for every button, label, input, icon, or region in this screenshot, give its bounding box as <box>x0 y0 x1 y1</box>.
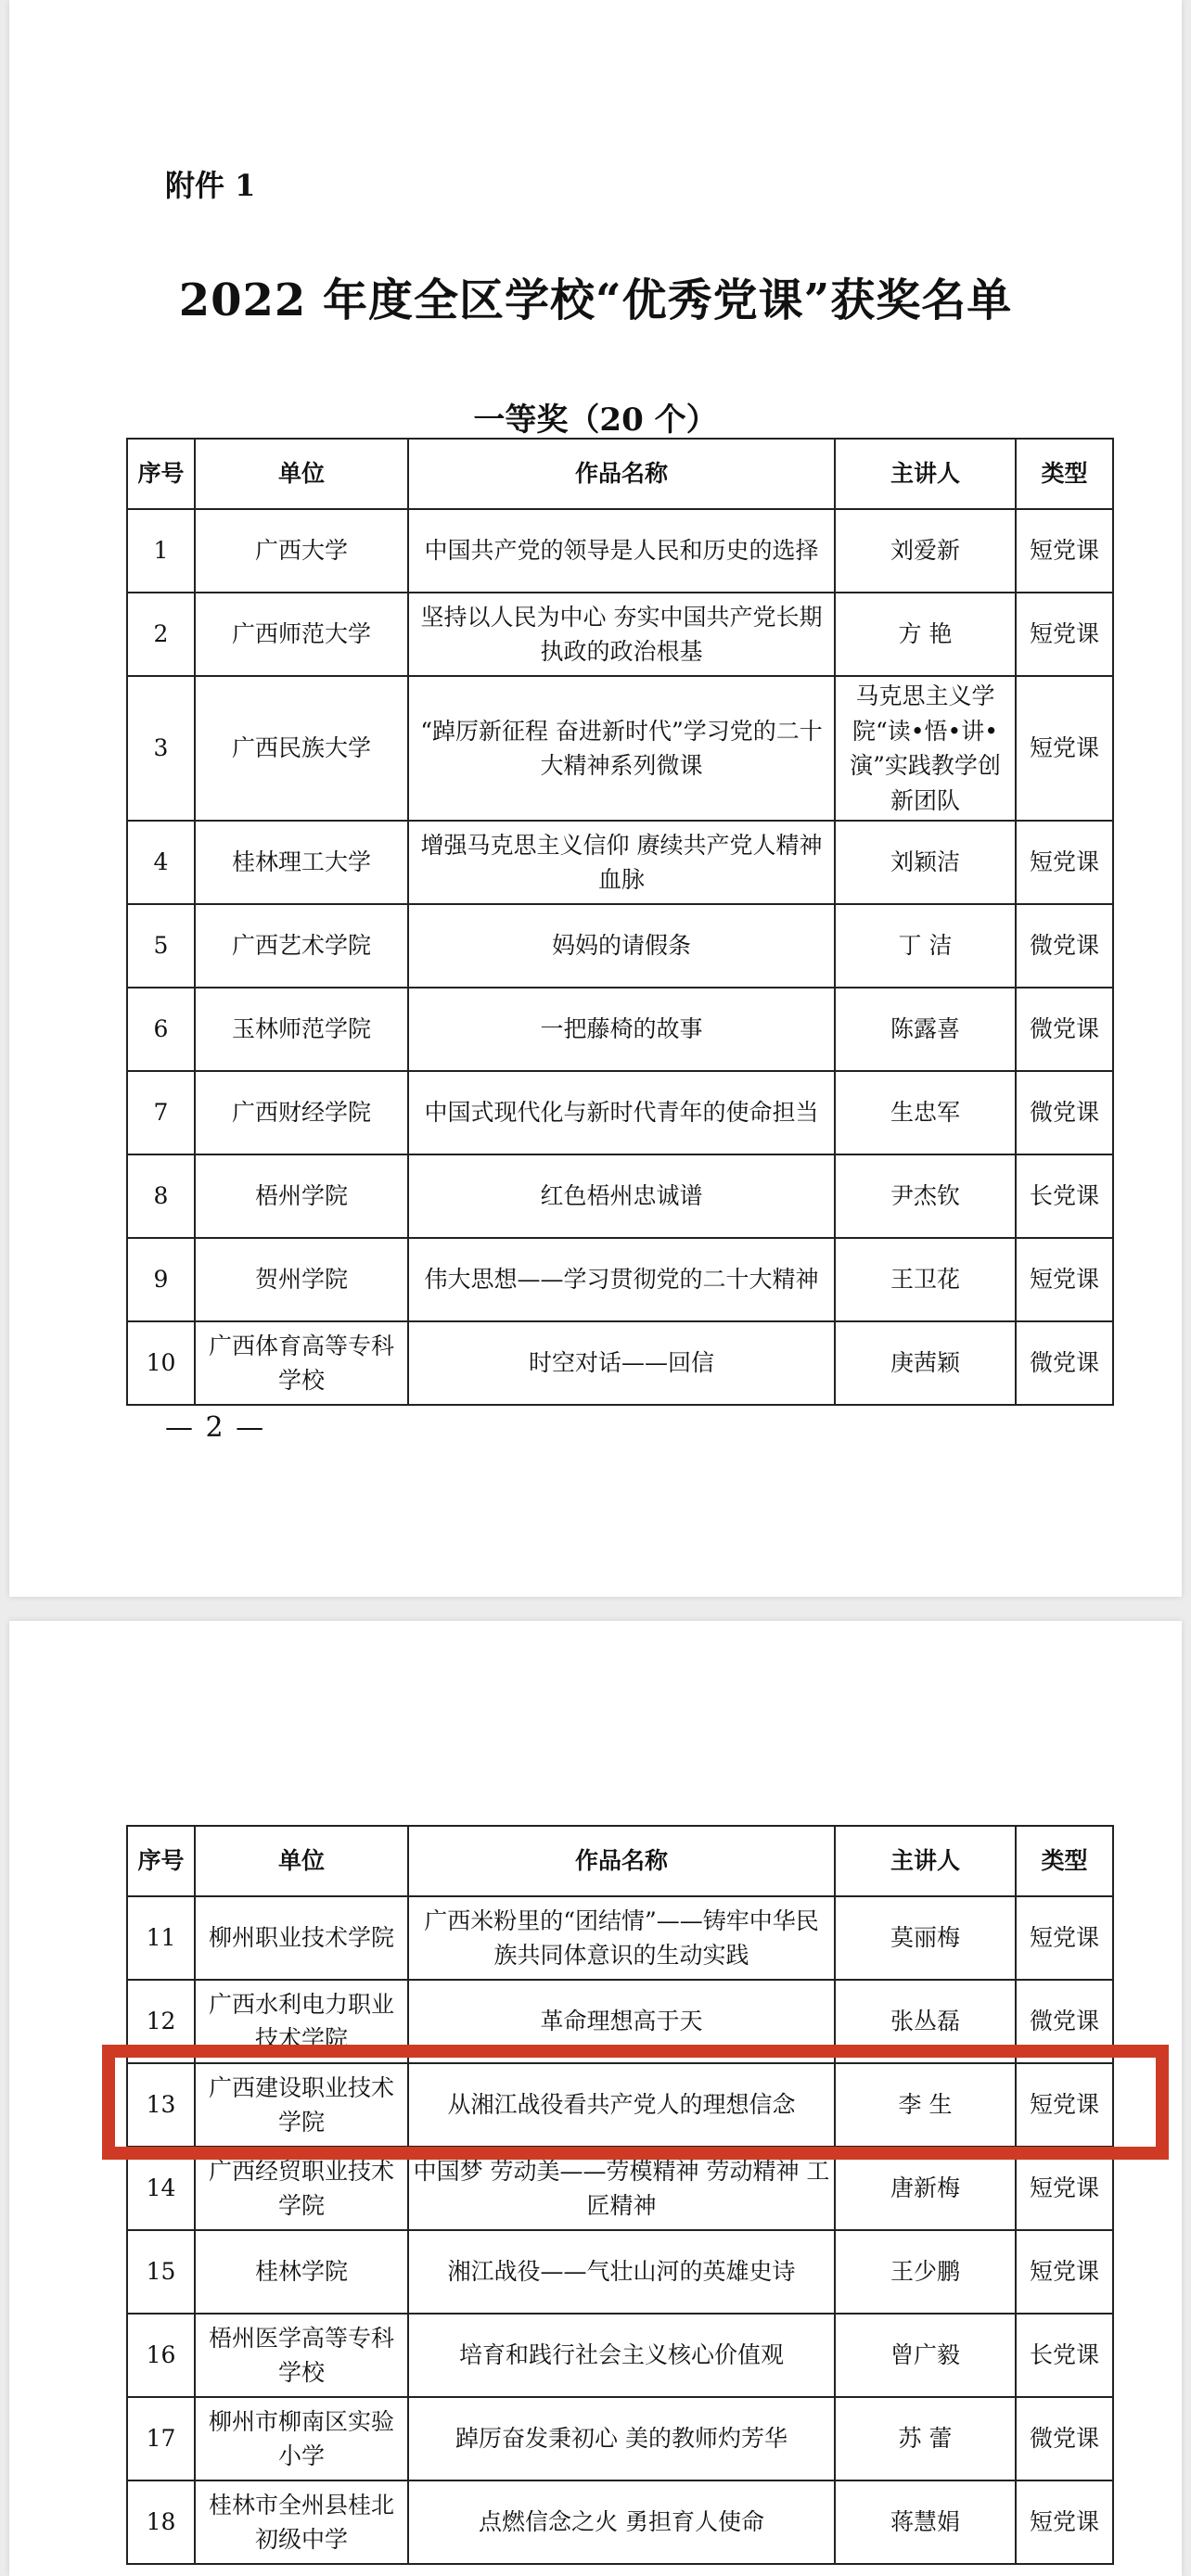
header-work: 作品名称 <box>408 1826 835 1896</box>
cell-unit: 桂林市全州县桂北初级中学 <box>195 2480 408 2564</box>
table-row <box>127 2480 1113 2564</box>
cell-speaker: 陈露喜 <box>835 988 1016 1071</box>
cell-work: 广西米粉里的“团结情”——铸牢中华民族共同体意识的生动实践 <box>408 1896 835 1980</box>
table-header-row <box>127 1826 1113 1896</box>
header-speaker: 主讲人 <box>835 1826 1016 1896</box>
cell-type: 短党课 <box>1016 821 1113 904</box>
cell-no: 4 <box>127 821 195 904</box>
cell-type: 短党课 <box>1016 2147 1113 2230</box>
cell-work: 点燃信念之火 勇担育人使命 <box>408 2480 835 2564</box>
cell-type: 短党课 <box>1016 2230 1113 2314</box>
cell-unit: 广西财经学院 <box>195 1071 408 1154</box>
header-unit: 单位 <box>195 1826 408 1896</box>
cell-no: 16 <box>127 2314 195 2397</box>
cell-work: 革命理想高于天 <box>408 1980 835 2063</box>
cell-speaker: 蒋慧娟 <box>835 2480 1016 2564</box>
cell-no: 7 <box>127 1071 195 1154</box>
cell-type: 短党课 <box>1016 1896 1113 1980</box>
header-speaker: 主讲人 <box>835 439 1016 509</box>
cell-speaker: 王少鹏 <box>835 2230 1016 2314</box>
cell-type: 短党课 <box>1016 593 1113 676</box>
cell-work: 伟大思想——学习贯彻党的二十大精神 <box>408 1238 835 1321</box>
document-page-1 <box>9 0 1182 1597</box>
cell-unit: 广西师范大学 <box>195 593 408 676</box>
cell-type: 长党课 <box>1016 1154 1113 1238</box>
table-row <box>127 593 1113 676</box>
cell-unit: 广西体育高等专科学校 <box>195 1321 408 1405</box>
cell-unit: 桂林学院 <box>195 2230 408 2314</box>
cell-no: 8 <box>127 1154 195 1238</box>
cell-type: 短党课 <box>1016 1238 1113 1321</box>
cell-speaker: 刘颖洁 <box>835 821 1016 904</box>
cell-work: 增强马克思主义信仰 赓续共产党人精神血脉 <box>408 821 835 904</box>
cell-unit: 桂林理工大学 <box>195 821 408 904</box>
header-unit: 单位 <box>195 439 408 509</box>
cell-work: 中国式现代化与新时代青年的使命担当 <box>408 1071 835 1154</box>
table-row <box>127 988 1113 1071</box>
cell-work: 中国共产党的领导是人民和历史的选择 <box>408 509 835 593</box>
cell-work: 时空对话——回信 <box>408 1321 835 1405</box>
cell-speaker: 尹杰钦 <box>835 1154 1016 1238</box>
cell-unit: 广西民族大学 <box>195 676 408 821</box>
cell-work: 妈妈的请假条 <box>408 904 835 988</box>
header-type: 类型 <box>1016 1826 1113 1896</box>
cell-unit: 玉林师范学院 <box>195 988 408 1071</box>
cell-work: 坚持以人民为中心 夯实中国共产党长期执政的政治根基 <box>408 593 835 676</box>
cell-work: 踔厉奋发秉初心 美的教师灼芳华 <box>408 2397 835 2480</box>
cell-speaker: 张丛磊 <box>835 1980 1016 2063</box>
cell-work: 中国梦 劳动美——劳模精神 劳动精神 工匠精神 <box>408 2147 835 2230</box>
cell-unit: 梧州学院 <box>195 1154 408 1238</box>
document-page-2 <box>9 1621 1182 2576</box>
cell-speaker: 苏 蕾 <box>835 2397 1016 2480</box>
cell-speaker: 曾广毅 <box>835 2314 1016 2397</box>
cell-no: 1 <box>127 509 195 593</box>
cell-no: 10 <box>127 1321 195 1405</box>
cell-type: 微党课 <box>1016 1071 1113 1154</box>
award-table-page-2 <box>126 1825 1114 2565</box>
cell-no: 15 <box>127 2230 195 2314</box>
table-row <box>127 1071 1113 1154</box>
cell-type: 长党课 <box>1016 2314 1113 2397</box>
cell-unit: 广西大学 <box>195 509 408 593</box>
cell-no: 9 <box>127 1238 195 1321</box>
cell-no: 13 <box>127 2063 195 2147</box>
cell-type: 微党课 <box>1016 2397 1113 2480</box>
attachment-label: 附件 1 <box>165 168 256 203</box>
header-type: 类型 <box>1016 439 1113 509</box>
table-row <box>127 2230 1113 2314</box>
highlight-box <box>102 2045 1169 2160</box>
cell-unit: 梧州医学高等专科学校 <box>195 2314 408 2397</box>
header-no: 序号 <box>127 439 195 509</box>
cell-no: 18 <box>127 2480 195 2564</box>
cell-type: 微党课 <box>1016 988 1113 1071</box>
table-row <box>127 1321 1113 1405</box>
cell-type: 短党课 <box>1016 509 1113 593</box>
cell-work: “踔厉新征程 奋进新时代”学习党的二十大精神系列微课 <box>408 676 835 821</box>
header-no: 序号 <box>127 1826 195 1896</box>
cell-speaker: 丁 洁 <box>835 904 1016 988</box>
cell-work: 湘江战役——气壮山河的英雄史诗 <box>408 2230 835 2314</box>
cell-unit: 广西建设职业技术学院 <box>195 2063 408 2147</box>
page-number: — 2 — <box>165 1411 266 1444</box>
table-row <box>127 2397 1113 2480</box>
cell-no: 14 <box>127 2147 195 2230</box>
cell-work: 一把藤椅的故事 <box>408 988 835 1071</box>
cell-type: 微党课 <box>1016 1321 1113 1405</box>
table-row <box>127 1154 1113 1238</box>
table-row <box>127 509 1113 593</box>
cell-unit: 广西艺术学院 <box>195 904 408 988</box>
cell-no: 11 <box>127 1896 195 1980</box>
table-row <box>127 904 1113 988</box>
award-table-page-1 <box>126 438 1114 1406</box>
cell-unit: 柳州职业技术学院 <box>195 1896 408 1980</box>
table-row <box>127 2314 1113 2397</box>
cell-type: 短党课 <box>1016 2063 1113 2147</box>
cell-unit: 贺州学院 <box>195 1238 408 1321</box>
cell-speaker: 方 艳 <box>835 593 1016 676</box>
table-row <box>127 676 1113 821</box>
cell-unit: 广西水利电力职业技术学院 <box>195 1980 408 2063</box>
cell-speaker: 马克思主义学院“读•悟•讲•演”实践教学创新团队 <box>835 676 1016 821</box>
cell-speaker: 李 生 <box>835 2063 1016 2147</box>
table-row <box>127 821 1113 904</box>
cell-type: 短党课 <box>1016 2480 1113 2564</box>
cell-no: 3 <box>127 676 195 821</box>
cell-speaker: 生忠军 <box>835 1071 1016 1154</box>
cell-type: 短党课 <box>1016 676 1113 821</box>
award-heading: 一等奖（20 个） <box>473 402 718 439</box>
cell-no: 12 <box>127 1980 195 2063</box>
table-header-row <box>127 439 1113 509</box>
cell-speaker: 莫丽梅 <box>835 1896 1016 1980</box>
cell-speaker: 王卫花 <box>835 1238 1016 1321</box>
cell-work: 红色梧州忠诚谱 <box>408 1154 835 1238</box>
table-row <box>127 1896 1113 1980</box>
cell-unit: 广西经贸职业技术学院 <box>195 2147 408 2230</box>
page-title: 2022 年度全区学校“优秀党课”获奖名单 <box>178 274 1013 326</box>
cell-speaker: 庚茜颖 <box>835 1321 1016 1405</box>
cell-no: 6 <box>127 988 195 1071</box>
table-row <box>127 1238 1113 1321</box>
cell-no: 17 <box>127 2397 195 2480</box>
cell-type: 微党课 <box>1016 904 1113 988</box>
cell-unit: 柳州市柳南区实验小学 <box>195 2397 408 2480</box>
cell-type: 微党课 <box>1016 1980 1113 2063</box>
cell-no: 5 <box>127 904 195 988</box>
header-work: 作品名称 <box>408 439 835 509</box>
cell-speaker: 刘爱新 <box>835 509 1016 593</box>
cell-no: 2 <box>127 593 195 676</box>
cell-work: 培育和践行社会主义核心价值观 <box>408 2314 835 2397</box>
cell-work: 从湘江战役看共产党人的理想信念 <box>408 2063 835 2147</box>
cell-speaker: 唐新梅 <box>835 2147 1016 2230</box>
